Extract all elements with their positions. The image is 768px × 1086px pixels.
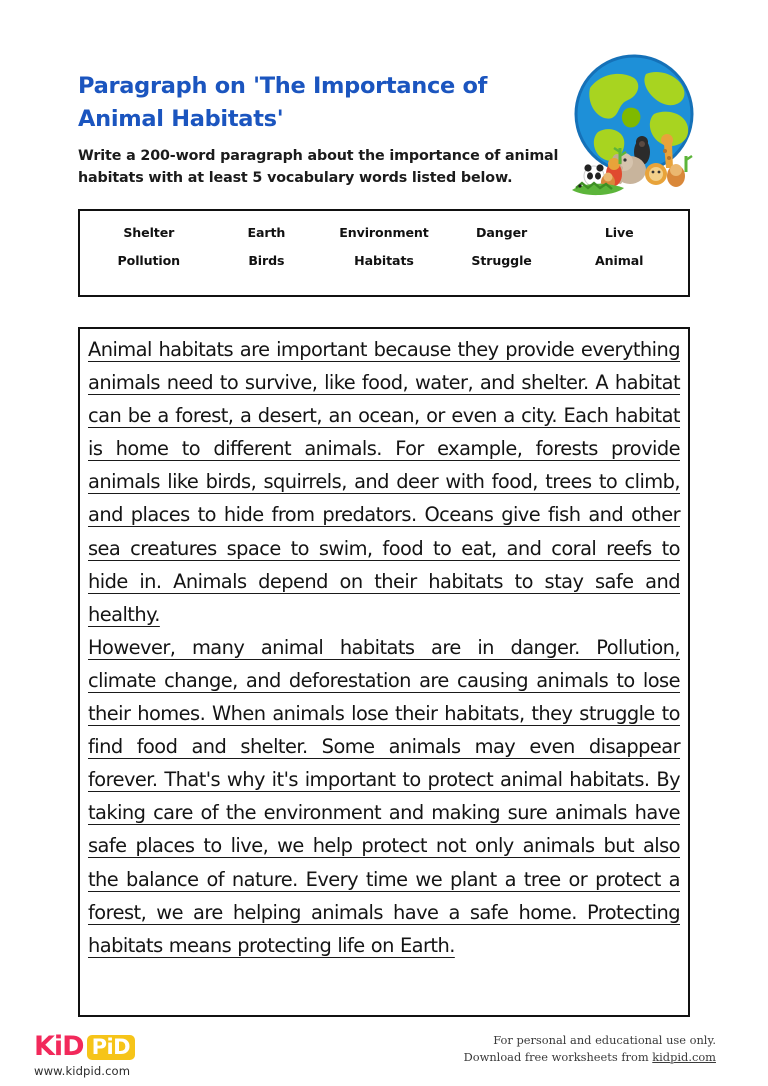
logo-kid-text: KiD [34,1031,84,1062]
vocabulary-word: Struggle [471,253,532,268]
vocabulary-word: Live [604,225,634,240]
vocabulary-word: Environment [339,225,429,240]
vocabulary-word: Birds [248,253,285,268]
logo-pid-badge [87,1035,136,1060]
answer-writing-box[interactable] [78,327,690,1017]
vocabulary-word: Pollution [117,253,181,268]
footer-note [464,1032,716,1065]
page-title: Paragraph on 'The Importance of Animal Habitats' [78,73,488,132]
vocabulary-word: Danger [476,225,528,240]
vocabulary-word: Earth [247,225,286,240]
vocabulary-word: Shelter [123,225,175,240]
kidpid-logo [34,1032,244,1078]
instruction-text: Write a 200-word paragraph about the importance of animal habitats with at least 5 vocabulary words listed below. [78,148,559,186]
vocabulary-row-2 [90,253,678,268]
kidpid-link[interactable]: kidpid.com [652,1049,716,1064]
vocabulary-row-1 [90,225,678,240]
footer-note-prefix: Download free worksheets from [463,1049,653,1064]
footer-note-line-2 [464,1049,716,1066]
logo-pid-text: PiD [91,1034,131,1059]
earth-globe-with-animals-icon [568,48,700,200]
vocabulary-word: Habitats [354,253,414,268]
vocabulary-box [78,209,690,297]
answer-paragraph-2: However, many animal habitats are in danger. Pollution, climate change, and deforestation are causing animals to lose their homes. When animals lose their habitats, they struggle to find food and shelter. Some animals may even disappear forever. That's why it's important to protect animal habitats. By taking care of the environment and making sure animals have safe places to live, we help protect not only animals but also the balance of nature. Every time we plant a tree or protect a forest, we are helping animals have a safe home. Protecting habitats means protecting life on Earth. [88,635,680,957]
vocabulary-word: Animal [594,253,644,268]
answer-paragraph-1: Animal habitats are important because they provide everything animals need to survive, like food, water, and shelter. A habitat can be a forest, a desert, an ocean, or even a city. Each habitat is home to different animals. For example, forests provide animals like birds, squirrels, and deer with food, trees to climb, and places to hide from predators. Oceans give fish and other sea creatures space to swim, food to eat, and coral reefs to hide in. Animals depend on their habitats to stay safe and healthy. [88,338,680,626]
logo-mark [34,1032,244,1062]
answer-text [88,333,680,962]
page-footer [0,1028,768,1086]
footer-note-line-1: For personal and educational use only. [493,1033,716,1047]
logo-website-url: www.kidpid.com [34,1064,131,1078]
